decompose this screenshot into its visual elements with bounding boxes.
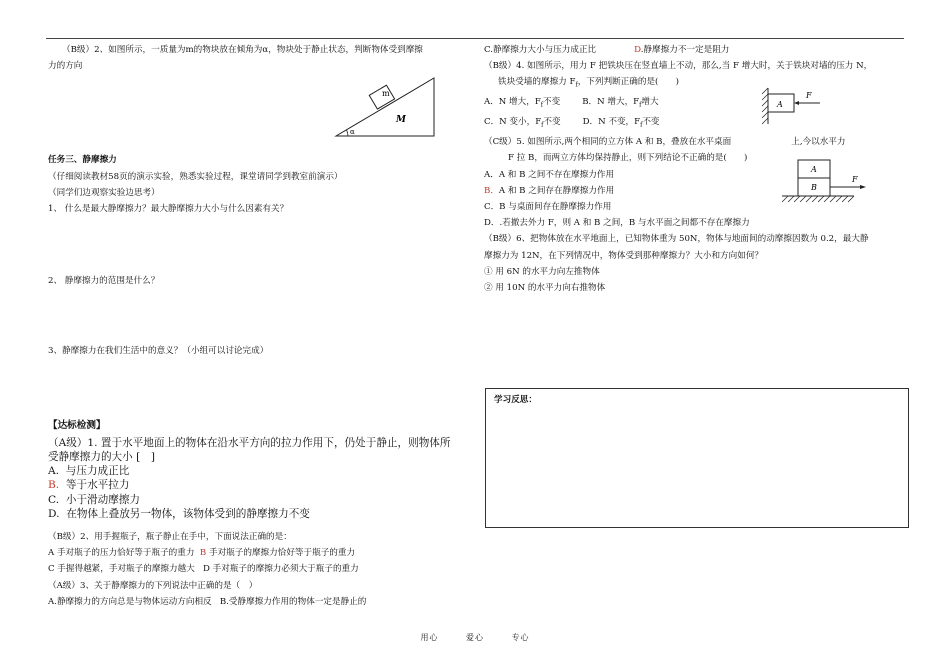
block-m-label: m xyxy=(382,89,390,98)
test-q2-ab: A 手对瓶子的压力恰好等于瓶子的重力 B 手对瓶子的摩擦力恰好等于瓶子的重力 xyxy=(48,548,356,559)
angle-alpha-label: α xyxy=(350,128,355,136)
q2-stem-line2: 力的方向 xyxy=(48,61,83,72)
q5-stem-line2: F 拉 B，而两立方体均保持静止，则下列结论不正确的是( ) xyxy=(508,153,748,164)
q4-stem-line1: （B级）4. 如图所示，用力 F 把铁块压在竖直墙上不动，那么,当 F 增大时，关于铁块对墙的压力 N， xyxy=(484,61,873,72)
test-q2-stem: （B级）2、用手握瓶子，瓶子静止在手中，下面说法正确的是： xyxy=(48,532,292,543)
task3-note2: （同学们边观察实验边思考） xyxy=(48,187,160,198)
q4-options-cd: C．N 变小，$F_f$不变 D．N 不变，$F_f$不变 xyxy=(484,117,660,129)
wall-block-diagram xyxy=(762,86,828,126)
task3-note1: （仔细阅读教材58页的演示实验，熟悉实验过程，课堂请同学到教室前演示） xyxy=(48,171,343,182)
test-q1-option-c: C. 小于滑动摩擦力 xyxy=(48,493,141,506)
test-title: 【达标检测】 xyxy=(48,419,106,431)
incline-diagram xyxy=(334,76,436,138)
test-q1-option-d: D. 在物体上叠放另一物体，该物体受到的静摩擦力不变 xyxy=(48,507,310,520)
q6-item-2: ② 用 10N 的水平力向右推物体 xyxy=(484,283,606,293)
q6-item-1: ① 用 6N 的水平力向左推物体 xyxy=(484,266,600,277)
test-q1-option-a: A. 与压力成正比 xyxy=(48,465,130,478)
q5-option-a: A．A 和 B 之间不存在摩擦力作用 xyxy=(484,169,615,180)
pull-force-F-label: F xyxy=(852,175,858,184)
block-A-label: A xyxy=(811,165,817,174)
test-q3-ab: A.静摩擦力的方向总是与物体运动方向相反 B.受静摩擦力作用的物体一定是静止的 xyxy=(48,596,367,607)
stacked-blocks-diagram xyxy=(780,158,880,212)
footer-word-2: 爱心 xyxy=(466,633,484,642)
task3-question-3: 3、静摩擦力在我们生活中的意义？（小组可以讨论完成） xyxy=(48,346,269,357)
footer xyxy=(0,632,950,643)
wall-force-F-label: F xyxy=(806,91,812,100)
incline-M-label: M xyxy=(396,115,406,125)
footer-word-1: 用心 xyxy=(420,633,439,642)
task3-question-1: 1、 什么是最大静摩擦力？最大静摩擦力大小与什么因素有关？ xyxy=(48,204,289,215)
q2-stem-line1: （B级）2、如图所示，一质量为m的物块放在倾角为α，物块处于静止状态，判断物体受到摩擦 xyxy=(62,45,423,55)
reflection-box[interactable] xyxy=(485,388,909,528)
test-q1-stem-line1: （A级）1. 置于水平地面上的物体在沿水平方向的拉力作用下，仍处于静止，则物体所 xyxy=(48,436,451,449)
q5-stem-line1: （C级）5. 如图所示,两个相同的立方体 A 和 B，叠放在水平桌面 上,今以水平力 xyxy=(484,137,846,148)
block-B-label: B xyxy=(811,183,817,192)
q5-option-b: B．A 和 B 之间存在静摩擦力作用 xyxy=(484,185,615,196)
test-q3-stem: （A级）3、关于静摩擦力的下列说法中正确的是（ ） xyxy=(48,580,258,591)
task3-title: 任务三、静摩擦力 xyxy=(48,155,117,166)
q4-options-ab: A．N 增大，$F_f$不变 B．N 增大，$F_f$增大 xyxy=(484,97,659,110)
q4-stem-line2: 铁块受墙的摩擦力 $F_f$，下列判断正确的是( ) xyxy=(498,77,679,90)
test-q1-stem-line2: 受静摩擦力的大小 [ ] xyxy=(48,451,155,464)
q5-option-c: C．B 与桌面间存在静摩擦力作用 xyxy=(484,201,612,212)
test-q2-b-text: 手对瓶子的摩擦力恰好等于瓶子的重力 xyxy=(206,548,356,559)
wall-block-A-label: A xyxy=(777,100,783,109)
test-q2-cd: C 手握得越紧，手对瓶子的摩擦力越大 D 手对瓶子的摩擦力必须大于瓶子的重力 xyxy=(48,564,359,575)
test-q3-cd: C.静摩擦力大小与压力成正比 D.静摩擦力不一定是阻力 xyxy=(484,45,730,55)
q6-stem-line2: 摩擦力为 12N，在下列情况中，物体受到那种摩擦力？大小和方向如何？ xyxy=(484,250,764,261)
q6-stem-line1: （B级）6、把物体放在水平地面上，已知物体重为 50N，物体与地面间的动摩擦因数为 0.2，最大静 xyxy=(484,234,869,245)
test-q1-option-b: B. 等于水平拉力 xyxy=(48,479,130,492)
q5-option-d: D．.若撤去外力 F，则 A 和 B 之间，B 与水平面之间都不存在摩擦力 xyxy=(484,218,750,229)
footer-word-3: 专心 xyxy=(511,633,530,642)
task3-question-2: 2、 静摩擦力的范围是什么？ xyxy=(48,276,160,287)
top-rule xyxy=(46,38,904,39)
reflection-title: 学习反思： xyxy=(494,395,537,405)
